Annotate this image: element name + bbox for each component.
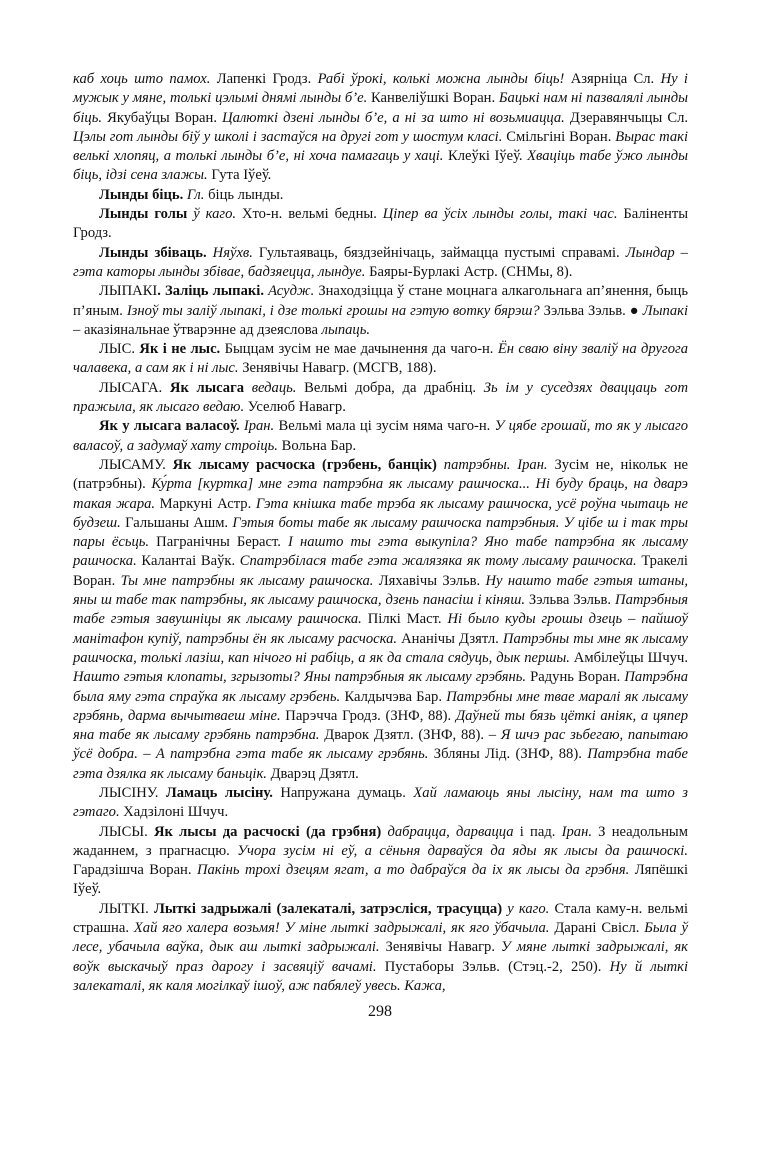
entry-paragraph <box>73 186 688 205</box>
body-text: Вельмі добра, да драбніц. <box>296 379 484 396</box>
body-text: Парэчча Гродз. (ЗНФ, 88). <box>280 707 456 724</box>
entry-paragraph <box>73 900 688 996</box>
headword: Лыткі задрыжалі (залекаталі, затрэсліся, трасуцца) <box>153 900 503 917</box>
body-text: ЛЫТКІ. <box>99 900 154 917</box>
example-text: Ну й лыткі залекаталі, як каля могілкаў ішоў, аж пабялеў увесь. Кажа, <box>73 958 688 994</box>
example-text: Патрэбны мне твае маралі як лысаму грэбянь, дарма вычытваеш міне. <box>73 688 689 724</box>
body-text: Ляпёшкі Іўеў. <box>73 862 688 898</box>
headword: Як лысага <box>169 379 245 396</box>
body-text: Амбілеўцы Шчуч. <box>569 649 688 666</box>
example-text: Хай яго халера возьмя! У міне лыткі задрыжалі, як яго ўбачыла. <box>133 920 550 937</box>
headword: Як і не лыс. <box>139 341 221 358</box>
example-text: Асудж. <box>268 283 315 300</box>
example-text: Лындар – гэта каторы лынды збівае, бадзяецца, лындуе. <box>73 244 688 280</box>
body-text: Вольна Бар. <box>277 437 357 454</box>
example-text: Патрэбны ты мне як лысаму рашчоска, толькі лазіш, кап нічого ні рабіць, а як да стала сядуць, дык першы. <box>73 630 688 666</box>
example-text: каб хоць што памох. <box>73 71 211 87</box>
example-text: Няўхв. <box>212 244 253 261</box>
example-text: ў каго. <box>193 206 237 223</box>
example-text: Цэлы гот лынды біў у школі і застаўся на другі гот у шостум класі. <box>73 128 503 145</box>
headword: Як у лысага валасоў. <box>99 418 240 435</box>
entry-paragraph <box>73 456 688 784</box>
body-text: Гарадзішча Воран. <box>73 862 197 879</box>
body-text: Дзеравянчыцы Сл. <box>564 109 689 126</box>
body-text: Радунь Воран. <box>526 669 625 686</box>
body-text: Вельмі мала ці зусім няма чаго-н. <box>274 418 495 435</box>
example-text: Іран. <box>561 823 592 840</box>
entry-paragraph <box>73 379 688 418</box>
example-text: Спатрэбілася табе гэта жалязяка як тому лысаму рашчоска. <box>239 553 637 570</box>
body-text: Азярніца Сл. <box>564 71 661 87</box>
example-text: Ціпер ва ўсіх лынды голы, такі час. <box>382 206 618 223</box>
headword: Як лысаму расчоска (грэбень, банцік) <box>172 456 437 473</box>
entry-paragraph <box>73 282 688 340</box>
body-text: ЛЫСАМУ. <box>99 456 173 473</box>
dictionary-text <box>73 70 688 996</box>
example-text: Рабі ўрокі, колькі можна лынды біць! <box>317 71 565 87</box>
body-text: біць лынды. <box>204 186 284 203</box>
example-text: І нашто ты гэта выкупіла? Яно табе патрэбна як лысаму рашчоска. <box>73 534 689 570</box>
body-text: – аказіянальнае ўтварэнне ад дзеяслова <box>73 321 322 338</box>
body-text: ЛЫС. <box>99 341 140 358</box>
body-text: Збляны Лід. (ЗНФ, 88). <box>428 746 588 763</box>
entry-paragraph <box>73 244 688 283</box>
body-text: Уселюб Навагр. <box>244 399 346 416</box>
body-text <box>437 457 444 473</box>
example-text: – Я шчэ рас зьбегаю, папытаю ўсё добра. – А патрэбна гэта табе як лысаму грэбянь. <box>73 727 689 763</box>
example-text: Іран. <box>243 418 275 435</box>
body-text: ЛЫПАКІ <box>99 283 158 300</box>
body-text: Напружана думаць. <box>272 784 414 801</box>
body-text: Стала каму-н. вельмі страшна. <box>73 900 689 937</box>
headword: Ламаць лысіну. <box>165 784 273 801</box>
body-text: Калдычэва Бар. <box>340 688 447 705</box>
body-text: Баліненты Гродз. <box>73 206 688 242</box>
example-text: Ні было куды грошы дзець – пайшоў манітафон купіў, патрэбны ён як лысаму расчоска. <box>73 611 689 647</box>
body-text: Ананічы Дзятл. <box>397 630 503 647</box>
example-text: Цалюткі дзені лынды б’е, а ні за што ні возьмиацца. <box>222 109 565 126</box>
body-text: Быццам зусім не мае дачынення да чаго-н. <box>220 341 498 358</box>
example-text: дабрацца, дарвацца <box>387 823 514 840</box>
body-text: Хадзілоні Шчуч. <box>119 804 229 821</box>
example-text: Ку́рта [куртка] мне гэта патрэбна як лысаму рашчоска... Ні буду браць, на дварэ такая жара. <box>73 476 688 512</box>
entry-paragraph <box>73 205 688 244</box>
example-text: ведаць. <box>251 379 297 396</box>
headword: Лынды голы <box>99 206 188 223</box>
body-text: Баяры-Бурлакі Астр. (СНМы, 8). <box>365 263 573 280</box>
body-text: Дварэц Дзятл. <box>266 765 359 782</box>
example-text: Пакінь трохі дзецям ягат, а то дабраўся да іх як лысы да грэбня. <box>196 862 630 879</box>
example-text: Зь ім у суседзях дваццаць гот пражыла, як лысаго ведаю. <box>73 379 689 416</box>
body-text: З неадольным жаданнем, з прагнасцю. <box>73 823 688 859</box>
example-text: Патрэбна табе гэта дзялка як лысаму баньцік. <box>73 746 689 782</box>
body-text: Ляхавічы Зэльв. <box>373 572 486 589</box>
body-text: Тракелі Воран. <box>73 553 688 589</box>
entry-paragraph <box>73 417 688 456</box>
body-text: Смільгіні Воран. <box>502 128 616 145</box>
body-text: Клеўкі Іўеў. <box>443 148 528 165</box>
body-text: Гультаяваць, бяздзейнічаць, займацца пустымі справамі. <box>252 244 626 261</box>
body-text: Зенявічы Навагр. <box>379 939 501 956</box>
body-text: Зенявічы Навагр. (МСГВ, 188). <box>238 360 437 377</box>
headword: Лынды біць. <box>99 186 184 203</box>
example-text: Патрэбна была яму гэта спраўка як лысаму грэбень. <box>73 669 688 705</box>
body-text: Зусім не, нікольк не (патрэбны). <box>73 456 689 493</box>
example-text: Была ў лесе, убачыла ваўка, дык аш лыткі задрыжалі. <box>73 920 688 956</box>
entry-paragraph <box>73 340 688 379</box>
example-text: у каго. <box>507 900 550 917</box>
body-text: Хто-н. вельмі бедны. <box>236 206 383 223</box>
example-text: Гэтыя боты табе як лысаму рашчоска патрэбныя. У цібе ш і так тры пары ёсьць. <box>73 514 688 551</box>
entry-paragraph <box>73 823 688 900</box>
body-text: Дварок Дзятл. (ЗНФ, 88). <box>319 727 489 744</box>
example-text: Ну нашто табе гэтыя штаны, яны ш табе так патрэбны, як лысаму рашчоска, дзень панасіш і кіняш. <box>73 572 688 609</box>
body-text: Гальшаны Ашм. <box>120 514 233 531</box>
example-text: патрэбны. Іран. <box>443 456 548 473</box>
headword: Як лысы да расчоскі (да грэбня) <box>153 823 382 840</box>
body-text: Калантаі Ваўк. <box>136 553 240 570</box>
body-text: і пад. <box>513 823 562 840</box>
body-text: ЛЫСЫ. <box>99 823 154 840</box>
example-text: Патрэбныя табе гэтыя завушніцы як лысаму рашчоска. <box>73 592 688 628</box>
example-text: Ён сваю віну зваліў на другога чалавека, а сам як і ні лыс. <box>73 341 688 377</box>
body-text: Маркуні Астр. <box>155 495 256 512</box>
example-text: Гл. <box>186 186 205 203</box>
example-text: Учора зусім ні еў, а сёньня дарваўся да яды як лысы да рашчоскі. <box>237 842 688 859</box>
example-text: Ізноў ты заліў лыпакі, і дзе толькі грошы на гэтую вотку бярэш? <box>126 302 540 319</box>
body-text: Гута Іўеў. <box>207 167 272 184</box>
example-text: Бацькі нам ні пазвалялі лынды біць. <box>73 90 688 126</box>
example-text: Ну і мужык у мяне, толькі цэлымі днямі лынды б’е. <box>73 71 688 107</box>
example-text: У цябе грошай, то як у лысаго валасоў, а задумаў хату строіць. <box>73 418 689 454</box>
example-text: Гэта кнішка табе трэба як лысаму рашчоска, усё роўна чытаць не будзеш. <box>73 495 688 531</box>
body-text: Пагранічны Бераст. <box>149 534 289 551</box>
body-text: ЛЫСАГА. <box>99 379 170 396</box>
body-text <box>244 380 252 396</box>
example-text: У мяне лыткі задрыжалі, як воўк выскачыў праз дарогу і засвяціў вачамі. <box>73 939 688 975</box>
body-text: Пустаборы Зэльв. (Стэц.-2, 250). <box>376 958 610 975</box>
example-text: Хваціць табе ўжо лынды біць, ідзі сена злажы. <box>73 148 688 184</box>
body-text: Лапенкі Гродз. <box>210 71 318 87</box>
body-text: Дарані Свісл. <box>549 920 645 937</box>
body-text: Зэльва Зэльв. ● <box>539 302 643 319</box>
headword: Лынды збіваць. <box>99 244 207 261</box>
body-text: Знаходзіцца ў стане моцнага алкагольнага ап’янення, быць п’яным. <box>73 283 689 319</box>
example-text: Хай ламаюць яны лысіну, нам та што з гэтаго. <box>73 784 688 821</box>
entry-paragraph <box>73 784 688 823</box>
example-text: лыпаць. <box>321 321 371 338</box>
body-text: ЛЫСІНУ. <box>99 784 166 801</box>
example-text: Даўней ты бязь цёткі аніяк, а цяпер яна табе як лысаму грэбянь патрэбна. <box>73 707 689 744</box>
page-number: 298 <box>368 1003 392 1020</box>
example-text: Лыпакі <box>642 302 689 319</box>
headword: . Заліць лыпакі. <box>157 283 265 300</box>
body-text: Якубаўцы Воран. <box>101 109 223 126</box>
example-text: Вырас такі велькі хлопяц, а толькі лынды б’е, ні хоча памагаць у хаці. <box>73 128 688 165</box>
example-text: Ты мне патрэбны як лысаму рашчоска. <box>120 572 374 589</box>
entry-paragraph <box>73 70 688 186</box>
body-text: Зэльва Зэльв. <box>525 592 616 609</box>
body-text: Канвеліўшкі Воран. <box>367 90 499 107</box>
body-text: Пілкі Маст. <box>361 611 448 628</box>
example-text: Нашто гэтыя клопаты, згрызоты? Яны патрэбныя як лысаму грэбянь. <box>73 669 527 686</box>
